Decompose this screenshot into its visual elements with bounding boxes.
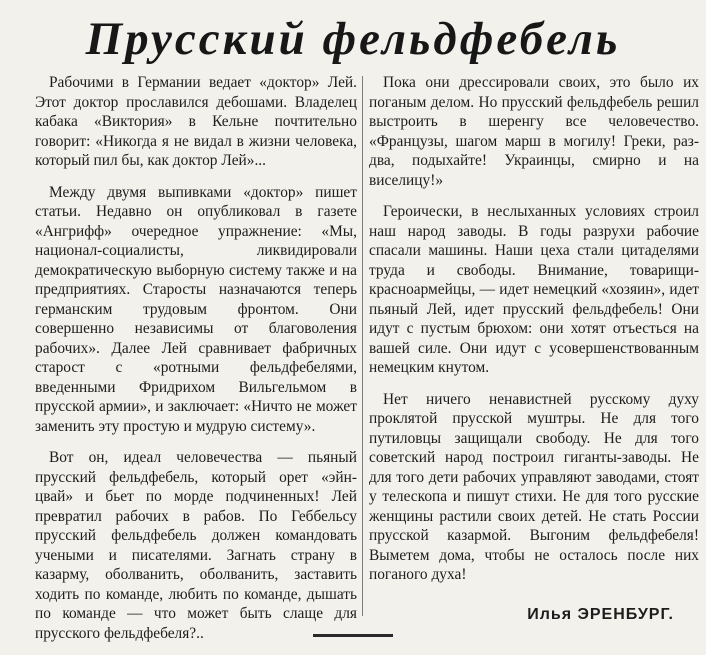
article-column-right	[369, 73, 699, 597]
article-title: Прусский фельдфебель	[85, 13, 621, 65]
article-paragraph: Героически, в неслыханных условиях строил наш народ заводы. В годы разрухи рабочие спасали машины. Наши цеха стали цитаделями труда и свободы. Внимание, товарищи-красноармейцы, — идет немецкий «хозяин», идет пьяный Лей, идет прусский фельдфебель! Они идут с пустым брюхом: они хотят отъесться на вашей силе. Они идут с усовершенствованным немецким кнутом.	[369, 203, 699, 376]
article-column-left	[35, 73, 357, 655]
article-paragraph: Между двумя выпивками «доктор» пишет статьи. Недавно он опубликовал в газете «Ангрифф» очередное упражнение: «Мы, национал-социалисты, ликвидировали демократическую выборную систему также и на предприятиях. Старосты назначаются теперь германским трудовым фронтом. Они совершенно независимы от благоволения рабочих». Далее Лей сравнивает фабричных старост с «ротными фельдфебелями, введенными Фридрихом Вильгельмом в прусской армии», и заключает: «Ничто не может заменить эту простую и мудрую систему».	[35, 183, 357, 435]
author-signature: Илья ЭРЕНБУРГ.	[527, 606, 674, 623]
article-paragraph: Пока они дрессировали своих, это было их поганым делом. Но прусский фельдфебель решил выстроить в шеренгу все человечество. «Французы, шагом марш в могилу! Греки, раз-два, подыхайте! Украинцы, смирно и на виселицу!»	[369, 74, 699, 189]
article-paragraph: Вот он, идеал человечества — пьяный прусский фельдфебель, который орет «эйн-цвай» и бьет по морде подчиненных! Лей превратил рабочих в рабов. По Геббельсу прусский фельдфебель должен командовать учеными и писателями. Загнать страну в казарму, оболванить, оболванить, заставить ходить по команде, любить по команде, дышать по команде — что может быть слаще для прусского фельдфебеля?..	[35, 449, 357, 642]
end-rule	[313, 634, 393, 637]
article-paragraph: Рабочими в Германии ведает «доктор» Лей. Этот доктор прославился дебошами. Владелец кабака «Виктория» в Кельне почтительно говорит: «Никогда я не видал в жизни человека, который пил бы, как доктор Лей»...	[35, 74, 357, 169]
column-divider	[362, 76, 363, 616]
article-paragraph: Нет ничего ненавистней русскому духу проклятой прусской муштры. Не для того путиловцы защищали свободу. Не для того советский народ построил гиганты-заводы. Не для того дети рабочих управляют заводами, стоят у телескопа и пишут стихи. Не для того русские женщины растили своих детей. Не стать России прусской казармой. Выгоним фельдфебеля! Выметем дома, чтобы не осталось после них поганого духа!	[369, 390, 699, 583]
